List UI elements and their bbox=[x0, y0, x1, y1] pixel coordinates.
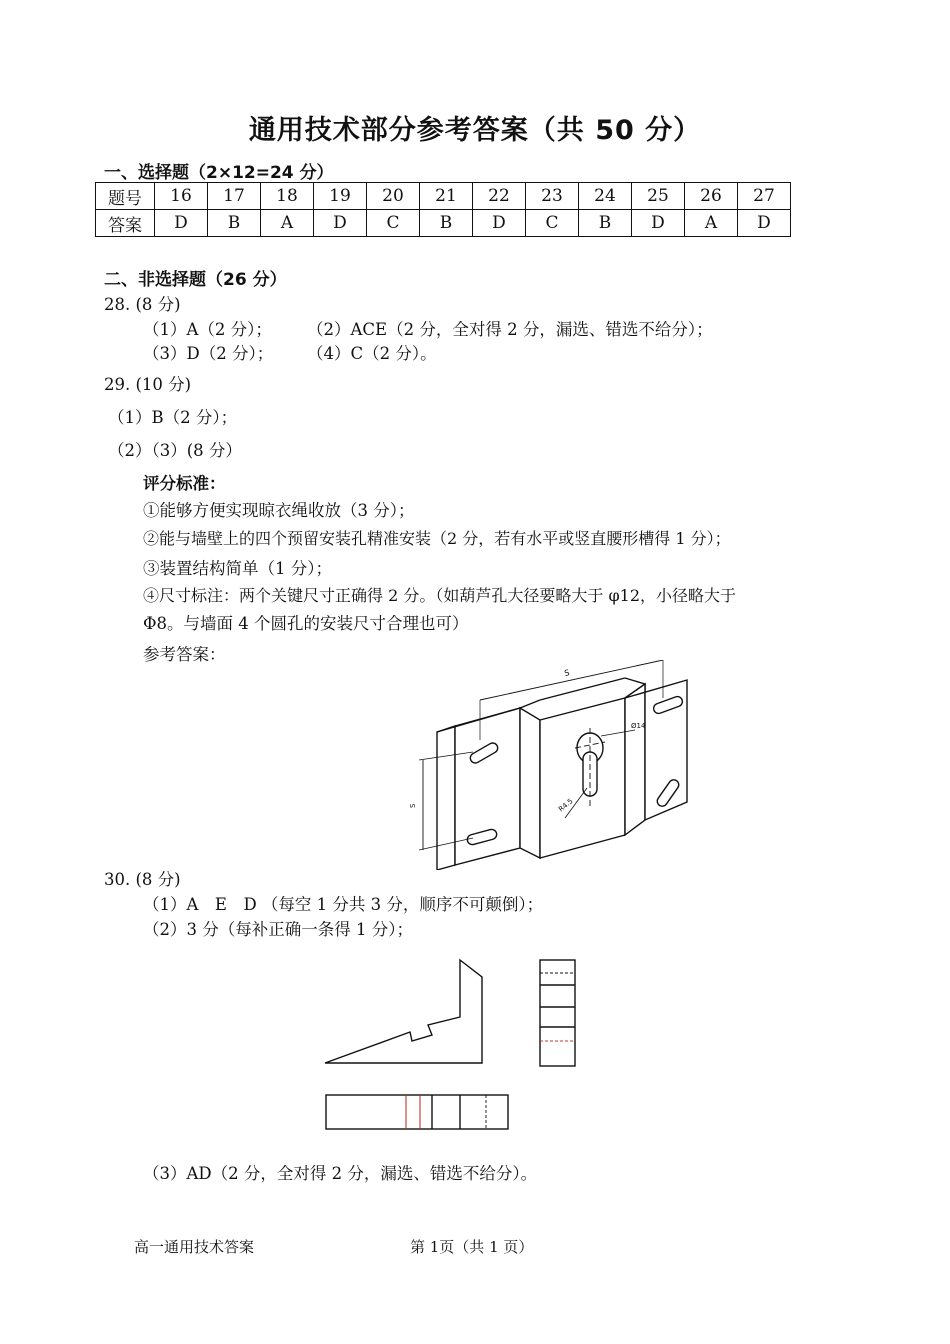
section2-heading: 二、非选择题（26 分） bbox=[104, 270, 287, 290]
page-number: 第 1页（共 1 页） bbox=[410, 1238, 534, 1256]
question-number: 21 bbox=[420, 183, 473, 210]
q28-answer-2: （2）ACE（2 分，全对得 2 分，漏选、错选不给分）； bbox=[307, 320, 713, 339]
answer-cell: C bbox=[526, 210, 579, 237]
page-title: 通用技术部分参考答案（共 50 分） bbox=[248, 115, 702, 146]
q30-answer-1: （1）A E D （每空 1 分共 3 分，顺序不可颠倒）； bbox=[143, 895, 544, 914]
answer-table bbox=[95, 182, 791, 237]
answer-row bbox=[96, 210, 791, 237]
question-number: 20 bbox=[367, 183, 420, 210]
q30-heading: 30. (8 分) bbox=[104, 870, 181, 889]
reference-label: 参考答案： bbox=[143, 645, 226, 664]
side-view-drawing bbox=[535, 955, 585, 1070]
q28-heading: 28. (8 分) bbox=[104, 295, 181, 314]
q29-heading: 29. (10 分) bbox=[104, 375, 192, 394]
row-label-answers: 答案 bbox=[96, 210, 155, 237]
answer-cell: D bbox=[155, 210, 208, 237]
answer-cell: B bbox=[208, 210, 261, 237]
question-number: 19 bbox=[314, 183, 367, 210]
question-number: 22 bbox=[473, 183, 526, 210]
question-number: 27 bbox=[738, 183, 791, 210]
dim-diameter-label: Ø14 bbox=[631, 722, 646, 730]
row-label-questions: 题号 bbox=[96, 183, 155, 210]
criterion-2: ②能与墙壁上的四个预留安装孔精准安装（2 分，若有水平或竖直腰形槽得 1 分）； bbox=[143, 529, 731, 548]
q29-answer-1: （1）B（2 分）； bbox=[108, 408, 238, 427]
dim-radius-label: R4.5 bbox=[557, 797, 575, 814]
bracket-isometric-drawing bbox=[405, 660, 705, 870]
answer-cell: B bbox=[579, 210, 632, 237]
answer-cell: A bbox=[685, 210, 738, 237]
criterion-4: ④尺寸标注：两个关键尺寸正确得 2 分。（如葫芦孔大径要略大于 φ12，小径略大于 bbox=[143, 586, 737, 605]
q30-answer-2: （2）3 分（每补正确一条得 1 分）； bbox=[143, 920, 413, 939]
question-number: 16 bbox=[155, 183, 208, 210]
question-number: 17 bbox=[208, 183, 261, 210]
question-number: 24 bbox=[579, 183, 632, 210]
q29-answer-2: （2）（3）(8 分） bbox=[108, 441, 242, 460]
q28-answer-4: （4）C（2 分）。 bbox=[307, 344, 437, 363]
criterion-3: ③装置结构简单（1 分）； bbox=[143, 559, 332, 578]
dim-left-label: S bbox=[409, 803, 417, 808]
answer-cell: A bbox=[261, 210, 314, 237]
answer-cell: D bbox=[314, 210, 367, 237]
footer-left: 高一通用技术答案 bbox=[134, 1238, 255, 1256]
answer-cell: D bbox=[738, 210, 791, 237]
criterion-4-cont: Φ8。与墙面 4 个圆孔的安装尺寸合理也可） bbox=[143, 614, 469, 633]
criterion-1: ①能够方便实现晾衣绳收放（3 分）； bbox=[143, 501, 415, 520]
answer-cell: D bbox=[473, 210, 526, 237]
answer-cell: D bbox=[632, 210, 685, 237]
question-number: 25 bbox=[632, 183, 685, 210]
front-view-drawing bbox=[320, 955, 500, 1070]
criteria-heading: 评分标准： bbox=[143, 474, 226, 493]
answer-cell: B bbox=[420, 210, 473, 237]
q28-answer-3: （3）D（2 分）； bbox=[143, 344, 274, 363]
dim-top-label: S bbox=[563, 668, 571, 678]
q30-answer-3: （3）AD（2 分，全对得 2 分，漏选、错选不给分）。 bbox=[143, 1164, 538, 1183]
question-row bbox=[96, 183, 791, 210]
top-view-drawing bbox=[322, 1090, 512, 1135]
q28-answer-1: （1）A（2 分）； bbox=[143, 320, 272, 339]
question-number: 23 bbox=[526, 183, 579, 210]
section1-heading: 一、选择题（2×12=24 分） bbox=[104, 163, 334, 183]
question-number: 26 bbox=[685, 183, 738, 210]
answer-cell: C bbox=[367, 210, 420, 237]
question-number: 18 bbox=[261, 183, 314, 210]
